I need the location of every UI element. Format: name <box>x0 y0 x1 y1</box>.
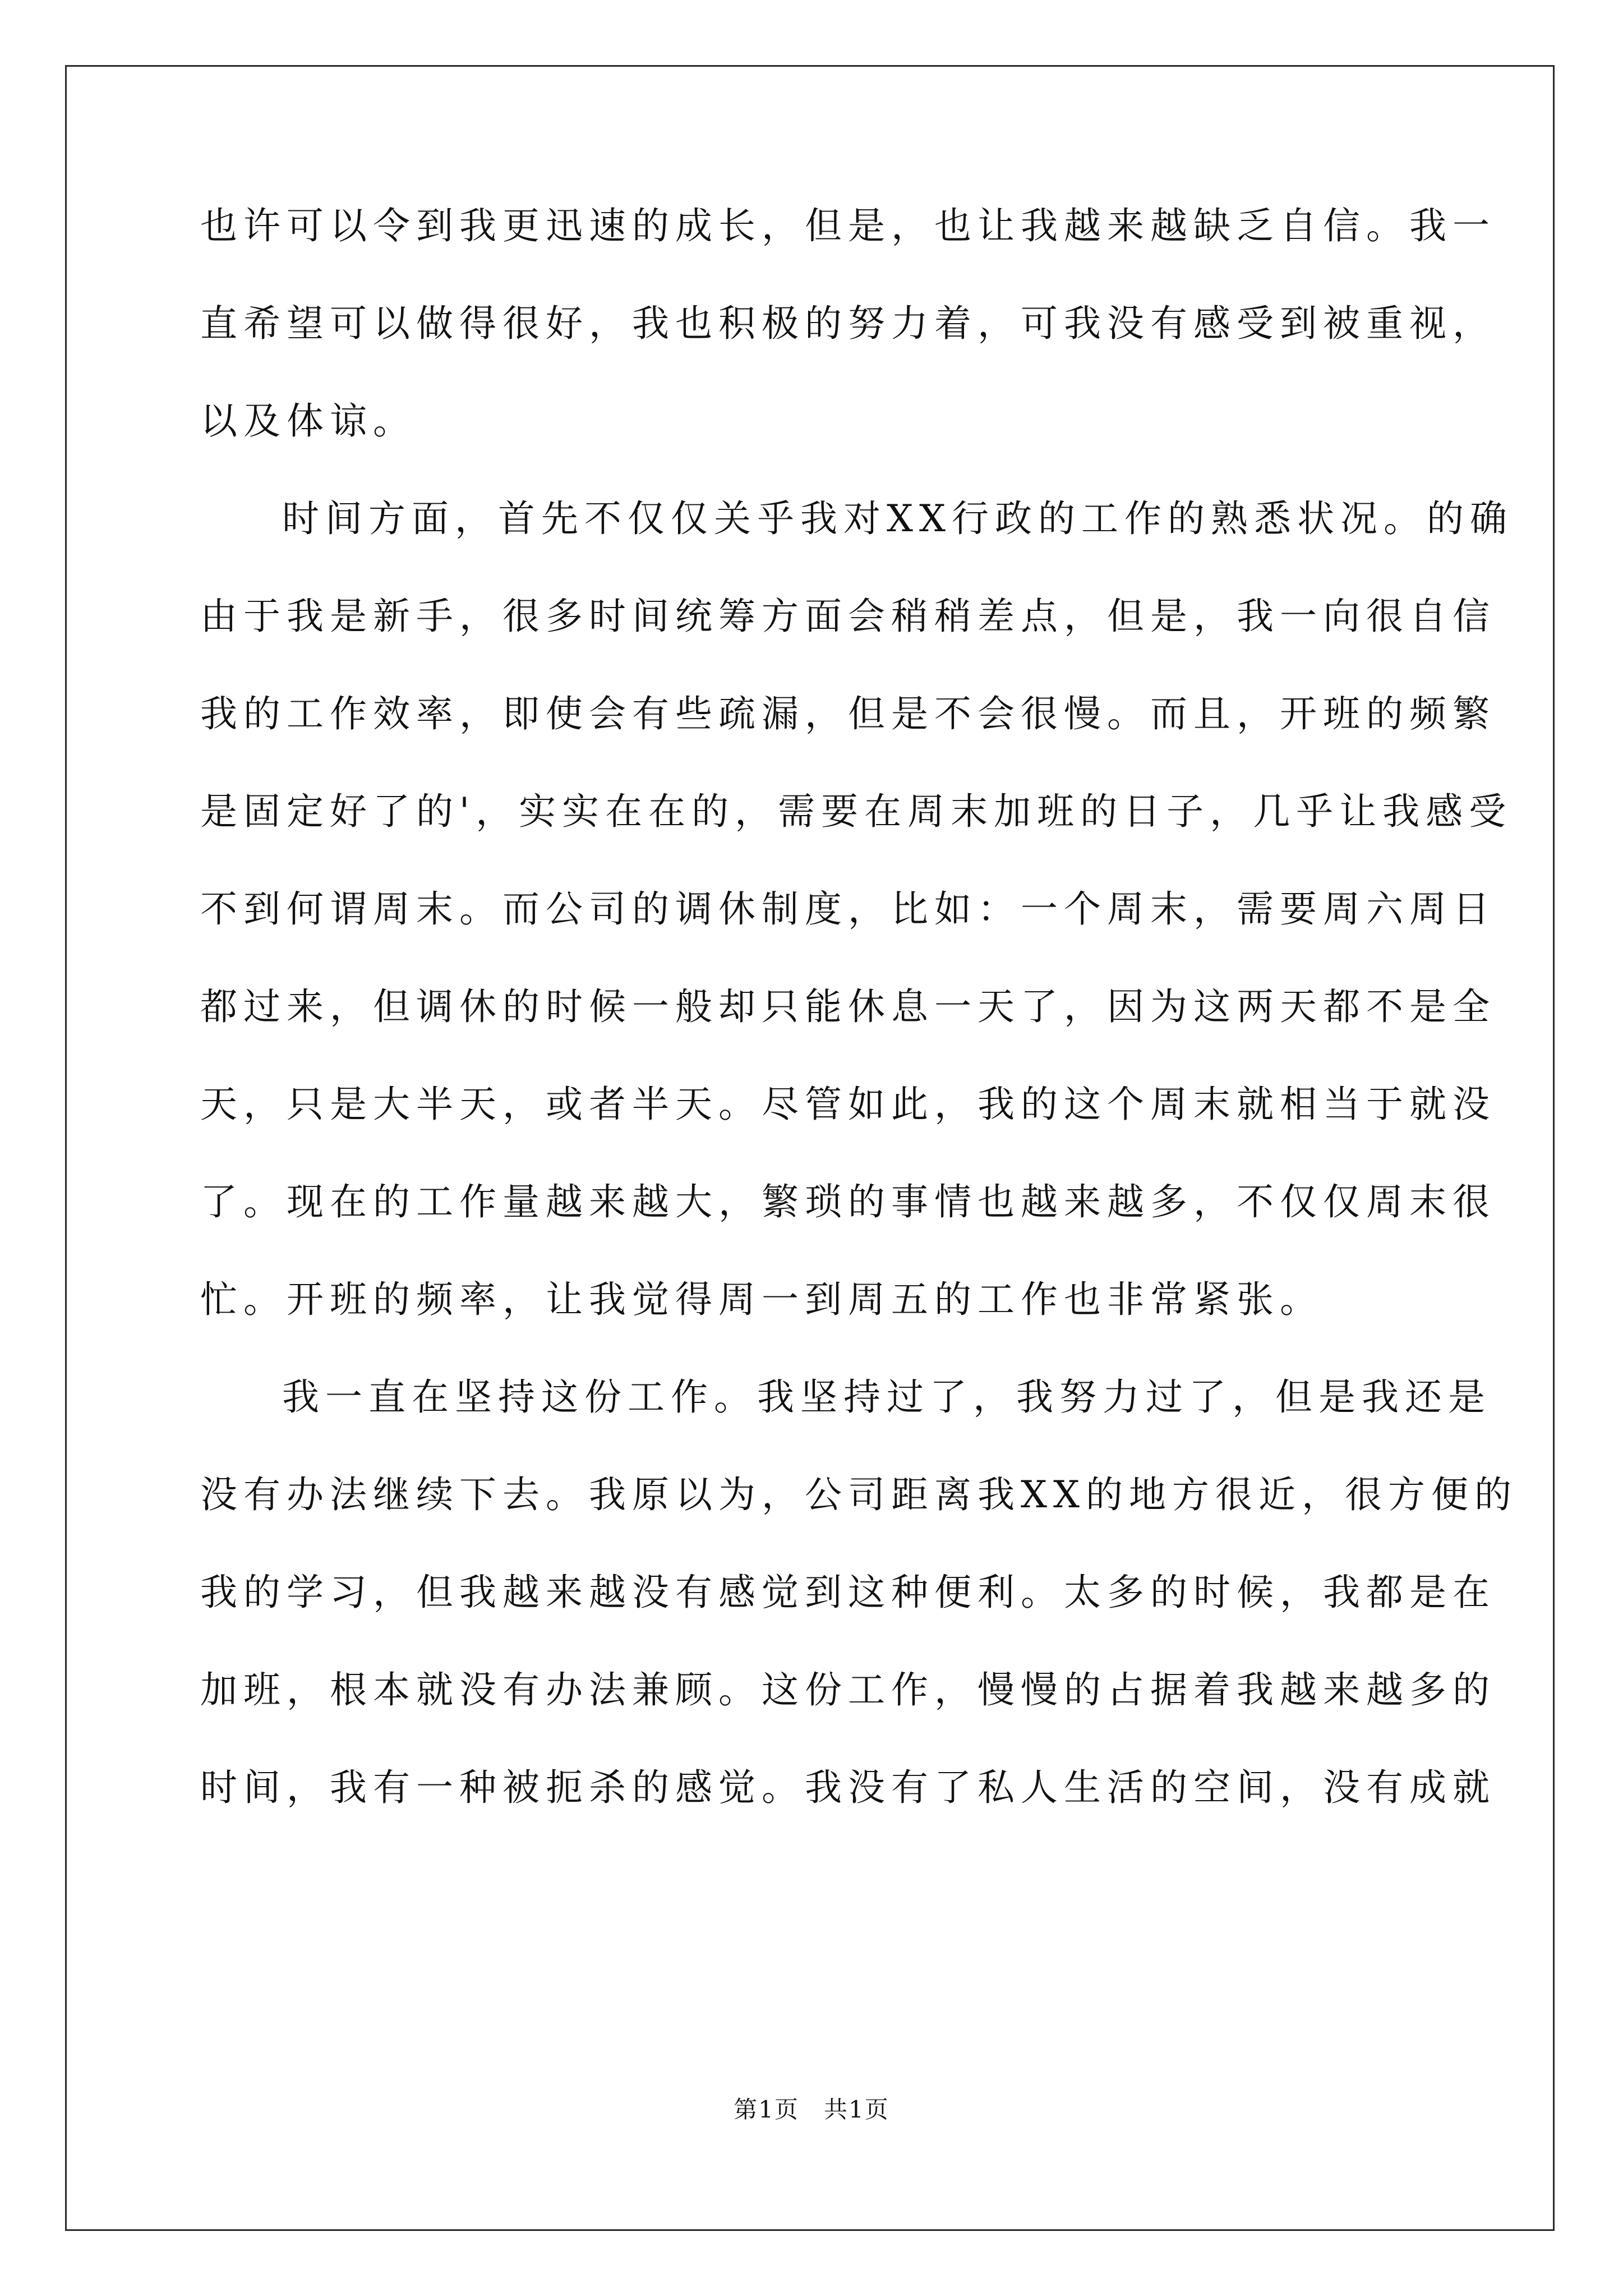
paragraph-first-line: 我一直在坚持这份工作。我坚持过了，我努力过了，但是我还是 <box>282 1375 1491 1419</box>
text-line: 都过来，但调休的时候一般却只能休息一天了，因为这两天都不是全 <box>200 985 1496 1028</box>
page-border <box>65 65 1555 2231</box>
text-line: 以及体谅。 <box>200 399 416 443</box>
text-line: 是固定好了的'，实实在在的，需要在周末加班的日子，几乎让我感受 <box>200 790 1513 833</box>
text-line: 了。现在的工作量越来越大，繁琐的事情也越来越多，不仅仅周末很 <box>200 1180 1496 1223</box>
text-line: 由于我是新手，很多时间统筹方面会稍稍差点，但是，我一向很自信 <box>200 595 1496 638</box>
text-line: 忙。开班的频率，让我觉得周一到周五的工作也非常紧张。 <box>200 1278 1323 1321</box>
text-line: 加班，根本就没有办法兼顾。这份工作，慢慢的占据着我越来越多的 <box>200 1668 1496 1711</box>
page-number: 第1页 共1页 <box>734 2096 889 2123</box>
text-line: 不到何谓周末。而公司的调休制度，比如：一个周末，需要周六周日 <box>200 887 1496 931</box>
text-line: 直希望可以做得很好，我也积极的努力着，可我没有感受到被重视， <box>200 302 1496 345</box>
text-line: 也许可以令到我更迅速的成长，但是，也让我越来越缺乏自信。我一 <box>200 204 1496 247</box>
text-line: 时间，我有一种被扼杀的感觉。我没有了私人生活的空间，没有成就 <box>200 1766 1496 1809</box>
text-line: 没有办法继续下去。我原以为，公司距离我XX的地方很近，很方便的 <box>200 1473 1518 1516</box>
text-line: 我的工作效率，即使会有些疏漏，但是不会很慢。而且，开班的频繁 <box>200 692 1496 735</box>
text-line: 天，只是大半天，或者半天。尽管如此，我的这个周末就相当于就没 <box>200 1083 1496 1126</box>
text-line: 我的学习，但我越来越没有感觉到这种便利。太多的时候，我都是在 <box>200 1571 1496 1614</box>
paragraph-first-line: 时间方面，首先不仅仅关乎我对XX行政的工作的熟悉状况。的确 <box>282 497 1513 540</box>
